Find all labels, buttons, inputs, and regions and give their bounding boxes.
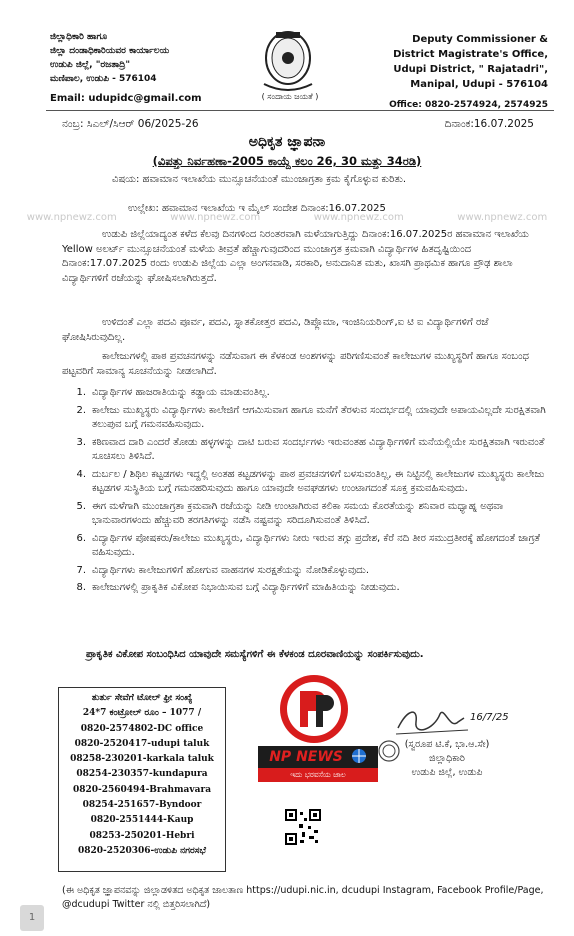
header-divider (46, 110, 554, 111)
list-item: 7. ವಿದ್ಯಾರ್ಥಿಗಳು ಕಾಲೇಜುಗಳಿಗೆ ಹೋಗುವ ವಾಹನಗಳ ಸುರಕ್ಷತೆಯನ್ನು ನೋಡಿಕೊಳ್ಳುವುದು. (76, 564, 370, 576)
helpline-entry: 08254-251657-Byndoor (82, 800, 202, 811)
office-address-kannada (50, 30, 250, 106)
watermark-row (0, 212, 574, 223)
helpline-entry: 0820-2551444-Kaup (90, 815, 194, 826)
helpline-entry: 08253-250201-Hebri (89, 830, 195, 841)
list-item: 5. ಈಗ ಮಳೆಗಾಗಿ ಮುಂಜಾಗ್ರತಾ ಕ್ರಮವಾಗಿ ರಜೆಯನ್ನು ನೀಡಿ ಉಂಟಾಗಿರುವ ಕಲಿಕಾ ಸಮಯ ಕೊರತೆಯನ್ನು ಶನಿವಾರ ಮಧ್ಯಾಹ್ನ ಅಥವಾ ಭಾನುವಾರಗಳಂದು ಹೆಚ್ಚುವರಿ ತರಗತಿಗಳನ್ನು ನಡೆಸಿ ನಷ್ಟವನ್ನು ಸರಿದೂಗಿಸುವಂತೆ ತಿಳಿಸಿದೆ. (76, 500, 504, 526)
address-line: District Magistrate's Office, (393, 49, 548, 60)
page-number-badge[interactable]: 1 (20, 905, 44, 931)
helpline-entry: 24*7 ಕಂಟ್ರೋಲ್ ರೂಂ – 1077 / (82, 708, 202, 719)
globe-icon (351, 748, 367, 764)
address-line: ಮಣಿಪಾಲ, ಉಡುಪಿ - 576104 (50, 74, 157, 84)
document-date: ದಿನಾಂಕ:16.07.2025 (444, 118, 534, 130)
brand-name: NP NEWS (258, 746, 378, 768)
watermark-text: www.npnewz.com (170, 212, 261, 223)
address-line: ಉಡುಪಿ ಜಿಲ್ಲೆ, "ರಜತಾದ್ರಿ" (50, 60, 131, 70)
watermark-text: www.npnewz.com (26, 212, 117, 223)
office-phone: Office: 0820-2574924, 2574925 (389, 100, 548, 110)
body-paragraph-exclusions: ಉಳಿದಂತೆ ಎಲ್ಲಾ ಪದವಿ ಪೂರ್ವ, ಪದವಿ, ಸ್ನಾತಕೋತ್ತರ ಪದವಿ, ಡಿಪ್ಲೊಮಾ, ಇಂಜಿನಿಯರಿಂಗ್,ಐ ಟಿ ಐ ವಿದ್ಯಾರ್ಥಿಗಳಿಗೆ ರಜೆ ಘೋಷಿಸಿರುವುದಿಲ್ಲ. (62, 317, 489, 343)
signatory-office: ಉಡುಪಿ ಜಿಲ್ಲೆ, ಉಡುಪಿ (411, 767, 483, 778)
list-item: 8. ಕಾಲೇಜುಗಳಲ್ಲಿ ಪ್ರಾಕೃತಿಕ ವಿಕೋಪ ನಿಭಾಯಿಸುವ ಬಗ್ಗೆ ವಿದ್ಯಾರ್ಥಿಗಳಿಗೆ ಮಾಹಿತಿಯನ್ನು ನೀಡುವುದು. (76, 582, 400, 593)
office-address-english (378, 32, 548, 113)
helpline-entry: 08258-230201-karkala taluk (70, 754, 214, 765)
subject-line: ವಿಷಯ: ಹವಾಮಾನ ಇಲಾಖೆಯ ಮುನ್ಸೂಚನೆಯಂತೆ ಮುಂಜಾಗ್ರತಾ ಕ್ರಮ ಕೈಗೊಳ್ಳುವ ಕುರಿತು. (112, 174, 407, 185)
address-line: Deputy Commissioner & (412, 34, 548, 45)
signatory-block (372, 738, 522, 780)
document-subtitle: (ವಿಪತ್ತು ನಿರ್ವಹಣಾ-2005 ಕಾಯ್ದೆ ಕಲಂ 26, 30 ಮತ್ತು 34ರಡಿ) (152, 154, 422, 168)
qr-code-icon (284, 808, 322, 846)
address-line: ಜಿಲ್ಲಾಧಿಕಾರಿ ಹಾಗೂ (50, 32, 108, 42)
helpline-entry: 08254-230357-kundapura (76, 769, 208, 780)
watermark-text: www.npnewz.com (457, 212, 548, 223)
email-text[interactable]: Email: udupidc@gmail.com (50, 93, 202, 104)
signatory-name: (ಸ್ವರೂಪ ಟಿ.ಕೆ, ಭಾ.ಆ.ಸೇ) (404, 739, 490, 750)
list-item: 2. ಕಾಲೇಜು ಮುಖ್ಯಸ್ಥರು ವಿದ್ಯಾರ್ಥಿಗಳು ಕಾಲೇಜಿಗೆ ಆಗಮಿಸುವಾಗ ಹಾಗೂ ಮನೆಗೆ ತೆರಳುವ ಸಂದರ್ಭದಲ್ಲಿ ಯಾವುದೇ ಅಪಾಯವಿಲ್ಲದೇ ಸುರಕ್ಷಿತವಾಗಿ ತಲುಪುವ ಬಗ್ಗೆ ಗಮನವಹಿಸುವುದು. (76, 404, 546, 430)
list-item: 6. ವಿದ್ಯಾರ್ಥಿಗಳ ಪೋಷಕರು/ಕಾಲೇಜು ಮುಖ್ಯಸ್ಥರು, ವಿದ್ಯಾರ್ಥಿಗಳು ನೀರು ಇರುವ ತಗ್ಗು ಪ್ರದೇಶ, ಕೆರೆ ನದಿ ತೀರ ಸಮುದ್ರತೀರಕ್ಕೆ ಹೋಗದಂತೆ ಜಾಗ್ರತೆ ವಹಿಸುವುದು. (76, 532, 540, 558)
list-item: 1. ವಿದ್ಯಾರ್ಥಿಗಳ ಹಾಜರಾತಿಯನ್ನು ಕಡ್ಡಾಯ ಮಾಡುವಂತಿಲ್ಲ. (76, 387, 270, 398)
emblem-caption: ( ಸಂದಾಯ ಜಯತೆ ) (261, 92, 319, 101)
list-item: 4. ದುರ್ಬಲ / ಶಿಥಿಲ ಕಟ್ಟಡಗಳು ಇದ್ದಲ್ಲಿ ಅಂತಹ ಕಟ್ಟಡಗಳನ್ನು ಪಾಠ ಪ್ರವಚನಗಳಿಗೆ ಬಳಸುವಂತಿಲ್ಲ, ಈ ನಿಟ್ಟಿನಲ್ಲಿ ಕಾಲೇಜುಗಳ ಮುಖ್ಯಸ್ಥರು ಕಾಲೇಜು ಕಟ್ಟಡಗಳ ಸುಸ್ಥಿತಿಯ ಬಗ್ಗೆ ಗಮನಹರಿಸುವುದು ಹಾಗೂ ಯಾವುದೇ ಅವಘಡಗಳು ಉಂಟಾಗದಂತೆ ಸೂಕ್ತ ಕ್ರಮವಹಿಸುವುದು. (76, 468, 545, 494)
signature-date: 16/7/25 (470, 712, 509, 723)
helpline-box (58, 687, 226, 872)
brand-tagline: ಇದು ಭರವಸೆಯ ಜಾಲ (258, 768, 378, 782)
watermark-text: www.npnewz.com (313, 212, 404, 223)
np-news-logo-icon (278, 673, 350, 745)
state-emblem-icon (254, 26, 322, 96)
signatory-title: ಜಿಲ್ಲಾಧಿಕಾರಿ (429, 753, 465, 764)
helpline-entry: 0820-2520417-udupi taluk (74, 738, 210, 749)
address-line: ಜಿಲ್ಲಾ ದಂಡಾಧಿಕಾರಿಯವರ ಕಾರ್ಯಾಲಯ (50, 46, 170, 56)
footer-note: (ಈ ಅಧಿಕೃತ ಜ್ಞಾಪನವನ್ನು ಜಿಲ್ಲಾಡಳಿತದ ಅಧಿಕೃತ ಜಾಲತಾಣ https://udupi.nic.in, dcudupi Instagram, Facebook Profile/Page, @dcudupi Twitter ನಲ್ಲಿ ಬಿತ್ತರಿಸಲಾಗಿದೆ) (62, 885, 544, 910)
reference-line: ಉಲ್ಲೇಖ: ಹವಾಮಾನ ಇಲಾಖೆಯ ಇ ಮೈಲ್ ಸಂದೇಶ ದಿನಾಂಕ:16.07.2025 (128, 203, 386, 214)
list-item: 3. ಕಠಿಣವಾದ ದಾರಿ ಎಂದರೆ ತೋಡು ಹಳ್ಳಗಳನ್ನು ದಾಟಿ ಬರುವ ಸಂದರ್ಭಗಳು ಇರುವಂತಹ ವಿದ್ಯಾರ್ಥಿಗಳಿಗೆ ಮನೆಯಲ್ಲಿಯೇ ಸುರಕ್ಷಿತವಾಗಿ ಇರುವಂತೆ ಸೂಚಿಸಲು ತಿಳಿಸಿದೆ. (76, 436, 545, 462)
address-line: Manipal, Udupi - 576104 (410, 79, 548, 90)
contact-note: ಪ್ರಾಕೃತಿಕ ವಿಕೋಪ ಸಂಬಂಧಿಸಿದ ಯಾವುದೇ ಸಮಸ್ಯೆಗಳಿಗೆ ಈ ಕೆಳಕಂಡ ದೂರವಾಣಿಯನ್ನು ಸಂಪರ್ಕಿಸುವುದು. (86, 649, 424, 660)
instruction-list (62, 386, 552, 599)
body-paragraph-instructions: ಕಾಲೇಜುಗಳಲ್ಲಿ ಪಾಠ ಪ್ರವಚನಗಳನ್ನು ನಡೆಸುವಾಗ ಈ ಕೆಳಕಂಡ ಅಂಶಗಳನ್ನು ಪರಿಗಣಿಸುವಂತೆ ಕಾಲೇಜುಗಳ ಮುಖ್ಯಸ್ಥರಿಗೆ ಹಾಗೂ ಸಂಬಂಧ ಪಟ್ಟವರಿಗೆ ಸಾಮಾನ್ಯ ಸೂಚನೆಯನ್ನು ನೀಡಲಾಗಿದೆ. (62, 351, 529, 377)
helpline-entry: 0820-2574802-DC office (80, 723, 204, 734)
helpline-entry: ತುರ್ತು ಸೇವೆಗೆ ಟೋಲ್ ಫ್ರೀ ಸಂಖ್ಯೆ (91, 693, 193, 703)
document-title: ಅಧಿಕೃತ ಜ್ಞಾಪನಾ (248, 134, 326, 150)
helpline-entry: 0820-2520306-ಉಡುಪಿ ನಗರಸಭೆ (77, 845, 207, 856)
address-line: Udupi District, " Rajatadri", (393, 64, 548, 75)
reference-number: ನಂಬ್ರ: ಸಿಎಲ್/ಸಿಆರ್ 06/2025-26 (62, 118, 199, 130)
helpline-entry: 0820-2560494-Brahmavara (72, 784, 212, 795)
body-paragraph-holiday: ಉಡುಪಿ ಜಿಲ್ಲೆಯಾದ್ಯಂತ ಕಳೆದ ಕೆಲವು ದಿನಗಳಿಂದ ನಿರಂತರವಾಗಿ ಮಳೆಯಾಗುತ್ತಿದ್ದು ದಿನಾಂಕ:16.07.2025ರ ಹವಾಮಾನ ಇಲಾಖೆಯ Yellow ಅಲರ್ಟ್ ಮುನ್ಸೂಚನೆಯಂತೆ ಮಳೆಯ ತೀವ್ರತೆ ಹೆಚ್ಚಾಗುವುದರಿಂದ ಮುಂಜಾಗ್ರತ ಕ್ರಮವಾಗಿ ವಿದ್ಯಾರ್ಥಿಗಳ ಹಿತದೃಷ್ಟಿಯಿಂದ ದಿನಾಂಕ:17.07.2025 ರಂದು ಉಡುಪಿ ಜಿಲ್ಲೆಯ ಎಲ್ಲಾ ಅಂಗನವಾಡಿ, ಸರಕಾರಿ, ಅನುದಾನಿತ ಮತು, ಖಾಸಗಿ ಪ್ರಾಥಮಿಕ ಹಾಗೂ ಪ್ರೌಢ ಶಾಲಾ ವಿದ್ಯಾರ್ಥಿಗಳಿಗೆ ರಜೆಯನ್ನು ಘೋಷಿಸಲಾಗಿರುತ್ತದೆ. (62, 229, 529, 284)
